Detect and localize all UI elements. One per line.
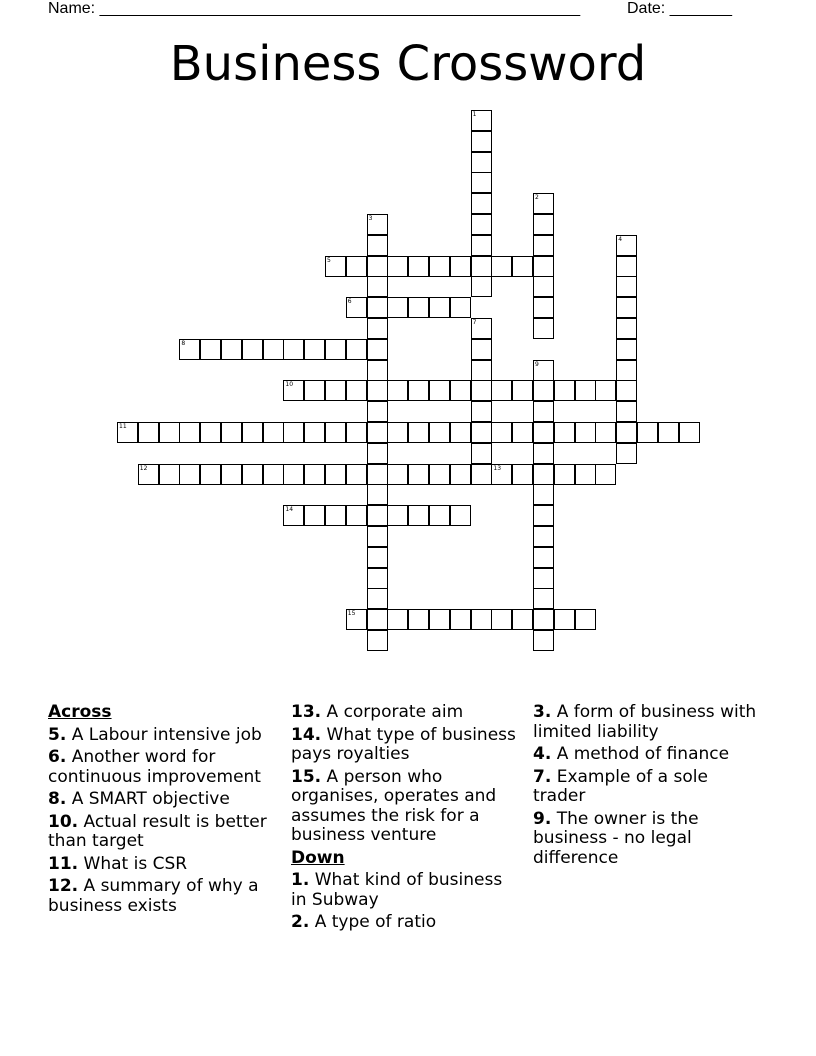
clue-across-8 [48, 790, 280, 810]
grid-cell[interactable] [179, 422, 200, 443]
grid-cell[interactable] [616, 276, 637, 297]
grid-cell[interactable] [471, 443, 492, 464]
grid-cell[interactable] [450, 464, 471, 485]
clue-number: 13. [291, 702, 322, 722]
grid-cell[interactable] [325, 422, 346, 443]
grid-cell[interactable] [554, 464, 575, 485]
date-label: Date: [627, 0, 666, 17]
grid-cell[interactable] [304, 339, 325, 360]
clue-text: What is CSR [83, 853, 188, 874]
grid-cell[interactable] [450, 380, 471, 401]
grid-cell[interactable] [200, 464, 221, 485]
clue-text: A summary of why a business exists [48, 876, 259, 916]
grid-cell[interactable] [263, 339, 284, 360]
grid-cell[interactable] [533, 484, 554, 505]
clue-down-9 [533, 810, 765, 869]
grid-cell[interactable] [595, 422, 616, 443]
grid-cell[interactable] [221, 422, 242, 443]
clue-across-10 [48, 813, 280, 852]
grid-cell[interactable] [533, 588, 554, 609]
clue-number: 12. [48, 876, 79, 896]
grid-cell[interactable] [533, 630, 554, 651]
grid-cell[interactable] [471, 464, 492, 485]
grid-cell[interactable] [533, 505, 554, 526]
grid-cell[interactable] [367, 276, 388, 297]
grid-cell[interactable] [512, 380, 533, 401]
grid-cell[interactable] [491, 422, 512, 443]
grid-cell[interactable] [533, 214, 554, 235]
grid-cell[interactable] [616, 380, 637, 401]
grid-cell[interactable] [263, 422, 284, 443]
grid-cell[interactable] [242, 422, 263, 443]
grid-cell[interactable] [346, 339, 367, 360]
grid-cell[interactable] [387, 609, 408, 630]
clue-text: Another word for continuous improvement [48, 747, 261, 787]
grid-cell[interactable] [533, 360, 554, 381]
clue-text: The owner is the business - no legal difference [533, 808, 699, 868]
grid-cell[interactable] [575, 464, 596, 485]
grid-cell[interactable] [346, 380, 367, 401]
grid-cell[interactable] [658, 422, 679, 443]
grid-cell[interactable] [242, 339, 263, 360]
grid-cell[interactable] [367, 484, 388, 505]
grid-cell[interactable] [554, 609, 575, 630]
cell-number: 7 [472, 319, 477, 326]
grid-cell[interactable] [491, 464, 512, 485]
grid-cell[interactable] [429, 422, 450, 443]
grid-cell[interactable] [283, 380, 304, 401]
grid-cell[interactable] [533, 380, 554, 401]
grid-cell[interactable] [450, 505, 471, 526]
grid-cell[interactable] [346, 609, 367, 630]
grid-cell[interactable] [471, 401, 492, 422]
cell-number: 4 [618, 235, 623, 243]
clue-across-6 [48, 748, 280, 787]
grid-cell[interactable] [346, 464, 367, 485]
grid-cell[interactable] [450, 422, 471, 443]
cell-number: 12 [139, 464, 148, 472]
clue-text: What type of business pays royalties [291, 724, 516, 764]
clue-number: 8. [48, 789, 67, 809]
grid-cell[interactable] [491, 256, 512, 277]
cell-number: 9 [535, 360, 539, 368]
grid-cell[interactable] [387, 256, 408, 277]
grid-cell[interactable] [471, 422, 492, 443]
grid-cell[interactable] [117, 422, 138, 443]
grid-cell[interactable] [367, 401, 388, 422]
grid-cell[interactable] [367, 443, 388, 464]
clue-column-1 [48, 703, 280, 919]
clue-number: 5. [48, 724, 67, 745]
grid-cell[interactable] [367, 526, 388, 547]
page-title: Business Crossword [169, 36, 647, 92]
clue-number: 2. [291, 912, 310, 932]
grid-cell[interactable] [533, 401, 554, 422]
grid-cell[interactable] [471, 609, 492, 630]
grid-cell[interactable] [471, 214, 492, 235]
grid-cell[interactable] [533, 276, 554, 297]
clue-text: Actual result is better than target [48, 811, 267, 851]
grid-cell[interactable] [554, 380, 575, 401]
clue-number: 9. [533, 808, 552, 829]
cell-number: 6 [347, 298, 352, 306]
grid-cell[interactable] [367, 214, 388, 235]
grid-cell[interactable] [533, 547, 554, 568]
grid-cell[interactable] [471, 235, 492, 256]
grid-cell[interactable] [471, 276, 492, 297]
clue-across-11 [48, 855, 280, 875]
grid-cell[interactable] [533, 193, 554, 214]
grid-cell[interactable] [367, 360, 388, 381]
across-heading: Across [48, 702, 112, 722]
grid-cell[interactable] [179, 339, 200, 360]
grid-cell[interactable] [179, 464, 200, 485]
grid-cell[interactable] [367, 380, 388, 401]
clue-number: 7. [533, 766, 552, 787]
clue-text: What kind of business in Subway [291, 870, 503, 910]
clue-down-2 [291, 913, 523, 933]
clue-across-15 [291, 768, 523, 846]
clue-down-3 [533, 703, 765, 742]
grid-cell[interactable] [387, 464, 408, 485]
grid-cell[interactable] [616, 318, 637, 339]
clue-number: 14. [291, 724, 322, 745]
grid-cell[interactable] [325, 380, 346, 401]
grid-cell[interactable] [471, 131, 492, 152]
grid-cell[interactable] [408, 256, 429, 277]
grid-cell[interactable] [242, 464, 263, 485]
cell-number: 2 [535, 194, 539, 202]
grid-cell[interactable] [367, 339, 388, 360]
grid-cell[interactable] [367, 568, 388, 589]
cell-number: 5 [327, 256, 331, 264]
cell-number: 13 [493, 464, 502, 472]
clue-text: A type of ratio [314, 912, 437, 932]
grid-cell[interactable] [367, 547, 388, 568]
grid-cell[interactable] [471, 256, 492, 277]
name-label: Name: [48, 0, 96, 17]
grid-cell[interactable] [471, 193, 492, 214]
grid-cell[interactable] [471, 318, 492, 339]
grid-cell[interactable] [554, 422, 575, 443]
grid-cell[interactable] [367, 588, 388, 609]
clue-number: 6. [48, 747, 67, 767]
clue-number: 3. [533, 702, 552, 722]
grid-cell[interactable] [616, 443, 637, 464]
grid-cell[interactable] [346, 505, 367, 526]
grid-cell[interactable] [387, 297, 408, 318]
grid-cell[interactable] [367, 297, 388, 318]
clue-down-4 [533, 745, 765, 765]
clue-across-13 [291, 703, 523, 723]
grid-cell[interactable] [512, 464, 533, 485]
grid-cell[interactable] [512, 422, 533, 443]
grid-cell[interactable] [367, 235, 388, 256]
grid-cell[interactable] [575, 609, 596, 630]
grid-cell[interactable] [450, 609, 471, 630]
clue-across-5 [48, 726, 280, 746]
grid-cell[interactable] [138, 422, 159, 443]
clue-text: A Labour intensive job [71, 724, 262, 745]
name-field[interactable]: ______________________________________________________ [99, 0, 581, 17]
cell-number: 15 [347, 610, 356, 618]
grid-cell[interactable] [283, 505, 304, 526]
clue-number: 4. [533, 744, 552, 764]
clue-column-2 [291, 703, 523, 936]
clue-number: 10. [48, 811, 79, 832]
clue-text: A SMART objective [71, 789, 230, 809]
grid-cell[interactable] [471, 339, 492, 360]
grid-cell[interactable] [512, 609, 533, 630]
grid-cell[interactable] [533, 318, 554, 339]
grid-cell[interactable] [616, 235, 637, 256]
grid-cell[interactable] [325, 505, 346, 526]
grid-cell[interactable] [263, 464, 284, 485]
cell-number: 14 [285, 506, 294, 514]
date-field[interactable]: _______ [669, 0, 732, 17]
grid-cell[interactable] [616, 256, 637, 277]
grid-cell[interactable] [200, 339, 221, 360]
grid-cell[interactable] [533, 297, 554, 318]
grid-cell[interactable] [429, 505, 450, 526]
grid-cell[interactable] [221, 339, 242, 360]
clue-down-1 [291, 871, 523, 910]
grid-cell[interactable] [367, 630, 388, 651]
grid-cell[interactable] [429, 380, 450, 401]
grid-cell[interactable] [346, 297, 367, 318]
grid-cell[interactable] [471, 172, 492, 193]
grid-cell[interactable] [533, 568, 554, 589]
grid-cell[interactable] [512, 256, 533, 277]
grid-cell[interactable] [387, 505, 408, 526]
clue-text: A method of finance [556, 744, 730, 764]
grid-cell[interactable] [283, 422, 304, 443]
grid-cell[interactable] [450, 256, 471, 277]
grid-cell[interactable] [471, 152, 492, 173]
clue-number: 1. [291, 870, 310, 890]
grid-cell[interactable] [159, 464, 180, 485]
clue-across-14 [291, 726, 523, 765]
grid-cell[interactable] [159, 422, 180, 443]
grid-cell[interactable] [283, 339, 304, 360]
grid-cell[interactable] [429, 464, 450, 485]
grid-cell[interactable] [533, 443, 554, 464]
grid-cell[interactable] [325, 339, 346, 360]
cell-number: 8 [181, 339, 186, 347]
grid-cell[interactable] [221, 464, 242, 485]
grid-cell[interactable] [325, 256, 346, 277]
grid-cell[interactable] [304, 422, 325, 443]
grid-cell[interactable] [367, 505, 388, 526]
grid-cell[interactable] [346, 422, 367, 443]
grid-cell[interactable] [637, 422, 658, 443]
grid-cell[interactable] [595, 464, 616, 485]
grid-cell[interactable] [616, 401, 637, 422]
grid-cell[interactable] [679, 422, 700, 443]
grid-cell[interactable] [367, 256, 388, 277]
grid-cell[interactable] [491, 380, 512, 401]
grid-cell[interactable] [325, 464, 346, 485]
grid-cell[interactable] [533, 256, 554, 277]
grid-cell[interactable] [408, 297, 429, 318]
grid-cell[interactable] [616, 339, 637, 360]
grid-cell[interactable] [408, 380, 429, 401]
cell-number: 3 [368, 215, 373, 222]
grid-cell[interactable] [533, 235, 554, 256]
grid-cell[interactable] [450, 297, 471, 318]
grid-cell[interactable] [387, 380, 408, 401]
grid-cell[interactable] [471, 110, 492, 131]
cell-number: 10 [285, 381, 294, 389]
clue-number: 15. [291, 766, 322, 787]
grid-cell[interactable] [138, 464, 159, 485]
clue-text: Example of a sole trader [533, 766, 708, 806]
grid-cell[interactable] [616, 422, 637, 443]
grid-cell[interactable] [471, 380, 492, 401]
grid-cell[interactable] [367, 464, 388, 485]
grid-cell[interactable] [595, 380, 616, 401]
grid-cell[interactable] [616, 297, 637, 318]
grid-cell[interactable] [429, 256, 450, 277]
grid-cell[interactable] [304, 380, 325, 401]
grid-cell[interactable] [304, 464, 325, 485]
grid-cell[interactable] [408, 464, 429, 485]
grid-cell[interactable] [367, 422, 388, 443]
grid-cell[interactable] [533, 609, 554, 630]
grid-cell[interactable] [367, 609, 388, 630]
grid-cell[interactable] [200, 422, 221, 443]
grid-cell[interactable] [283, 464, 304, 485]
cell-number: 1 [472, 111, 477, 118]
grid-cell[interactable] [408, 422, 429, 443]
grid-cell[interactable] [408, 609, 429, 630]
grid-cell[interactable] [575, 380, 596, 401]
grid-cell[interactable] [575, 422, 596, 443]
grid-cell[interactable] [533, 464, 554, 485]
grid-cell[interactable] [304, 505, 325, 526]
grid-cell[interactable] [387, 422, 408, 443]
grid-cell[interactable] [533, 526, 554, 547]
grid-cell[interactable] [367, 318, 388, 339]
grid-cell[interactable] [471, 360, 492, 381]
grid-cell[interactable] [533, 422, 554, 443]
grid-cell[interactable] [408, 505, 429, 526]
grid-cell[interactable] [429, 297, 450, 318]
down-heading: Down [291, 847, 345, 868]
clue-down-7 [533, 768, 765, 807]
clue-column-3 [533, 703, 765, 871]
grid-cell[interactable] [346, 256, 367, 277]
clue-text: A form of business with limited liability [533, 702, 757, 742]
cell-number: 11 [119, 423, 127, 430]
grid-cell[interactable] [616, 360, 637, 381]
grid-cell[interactable] [491, 609, 512, 630]
grid-cell[interactable] [429, 609, 450, 630]
clue-number: 11. [48, 853, 79, 874]
clue-across-12 [48, 877, 280, 916]
clue-text: A person who organises, operates and assumes the risk for a business venture [291, 766, 497, 845]
clue-text: A corporate aim [326, 702, 464, 722]
